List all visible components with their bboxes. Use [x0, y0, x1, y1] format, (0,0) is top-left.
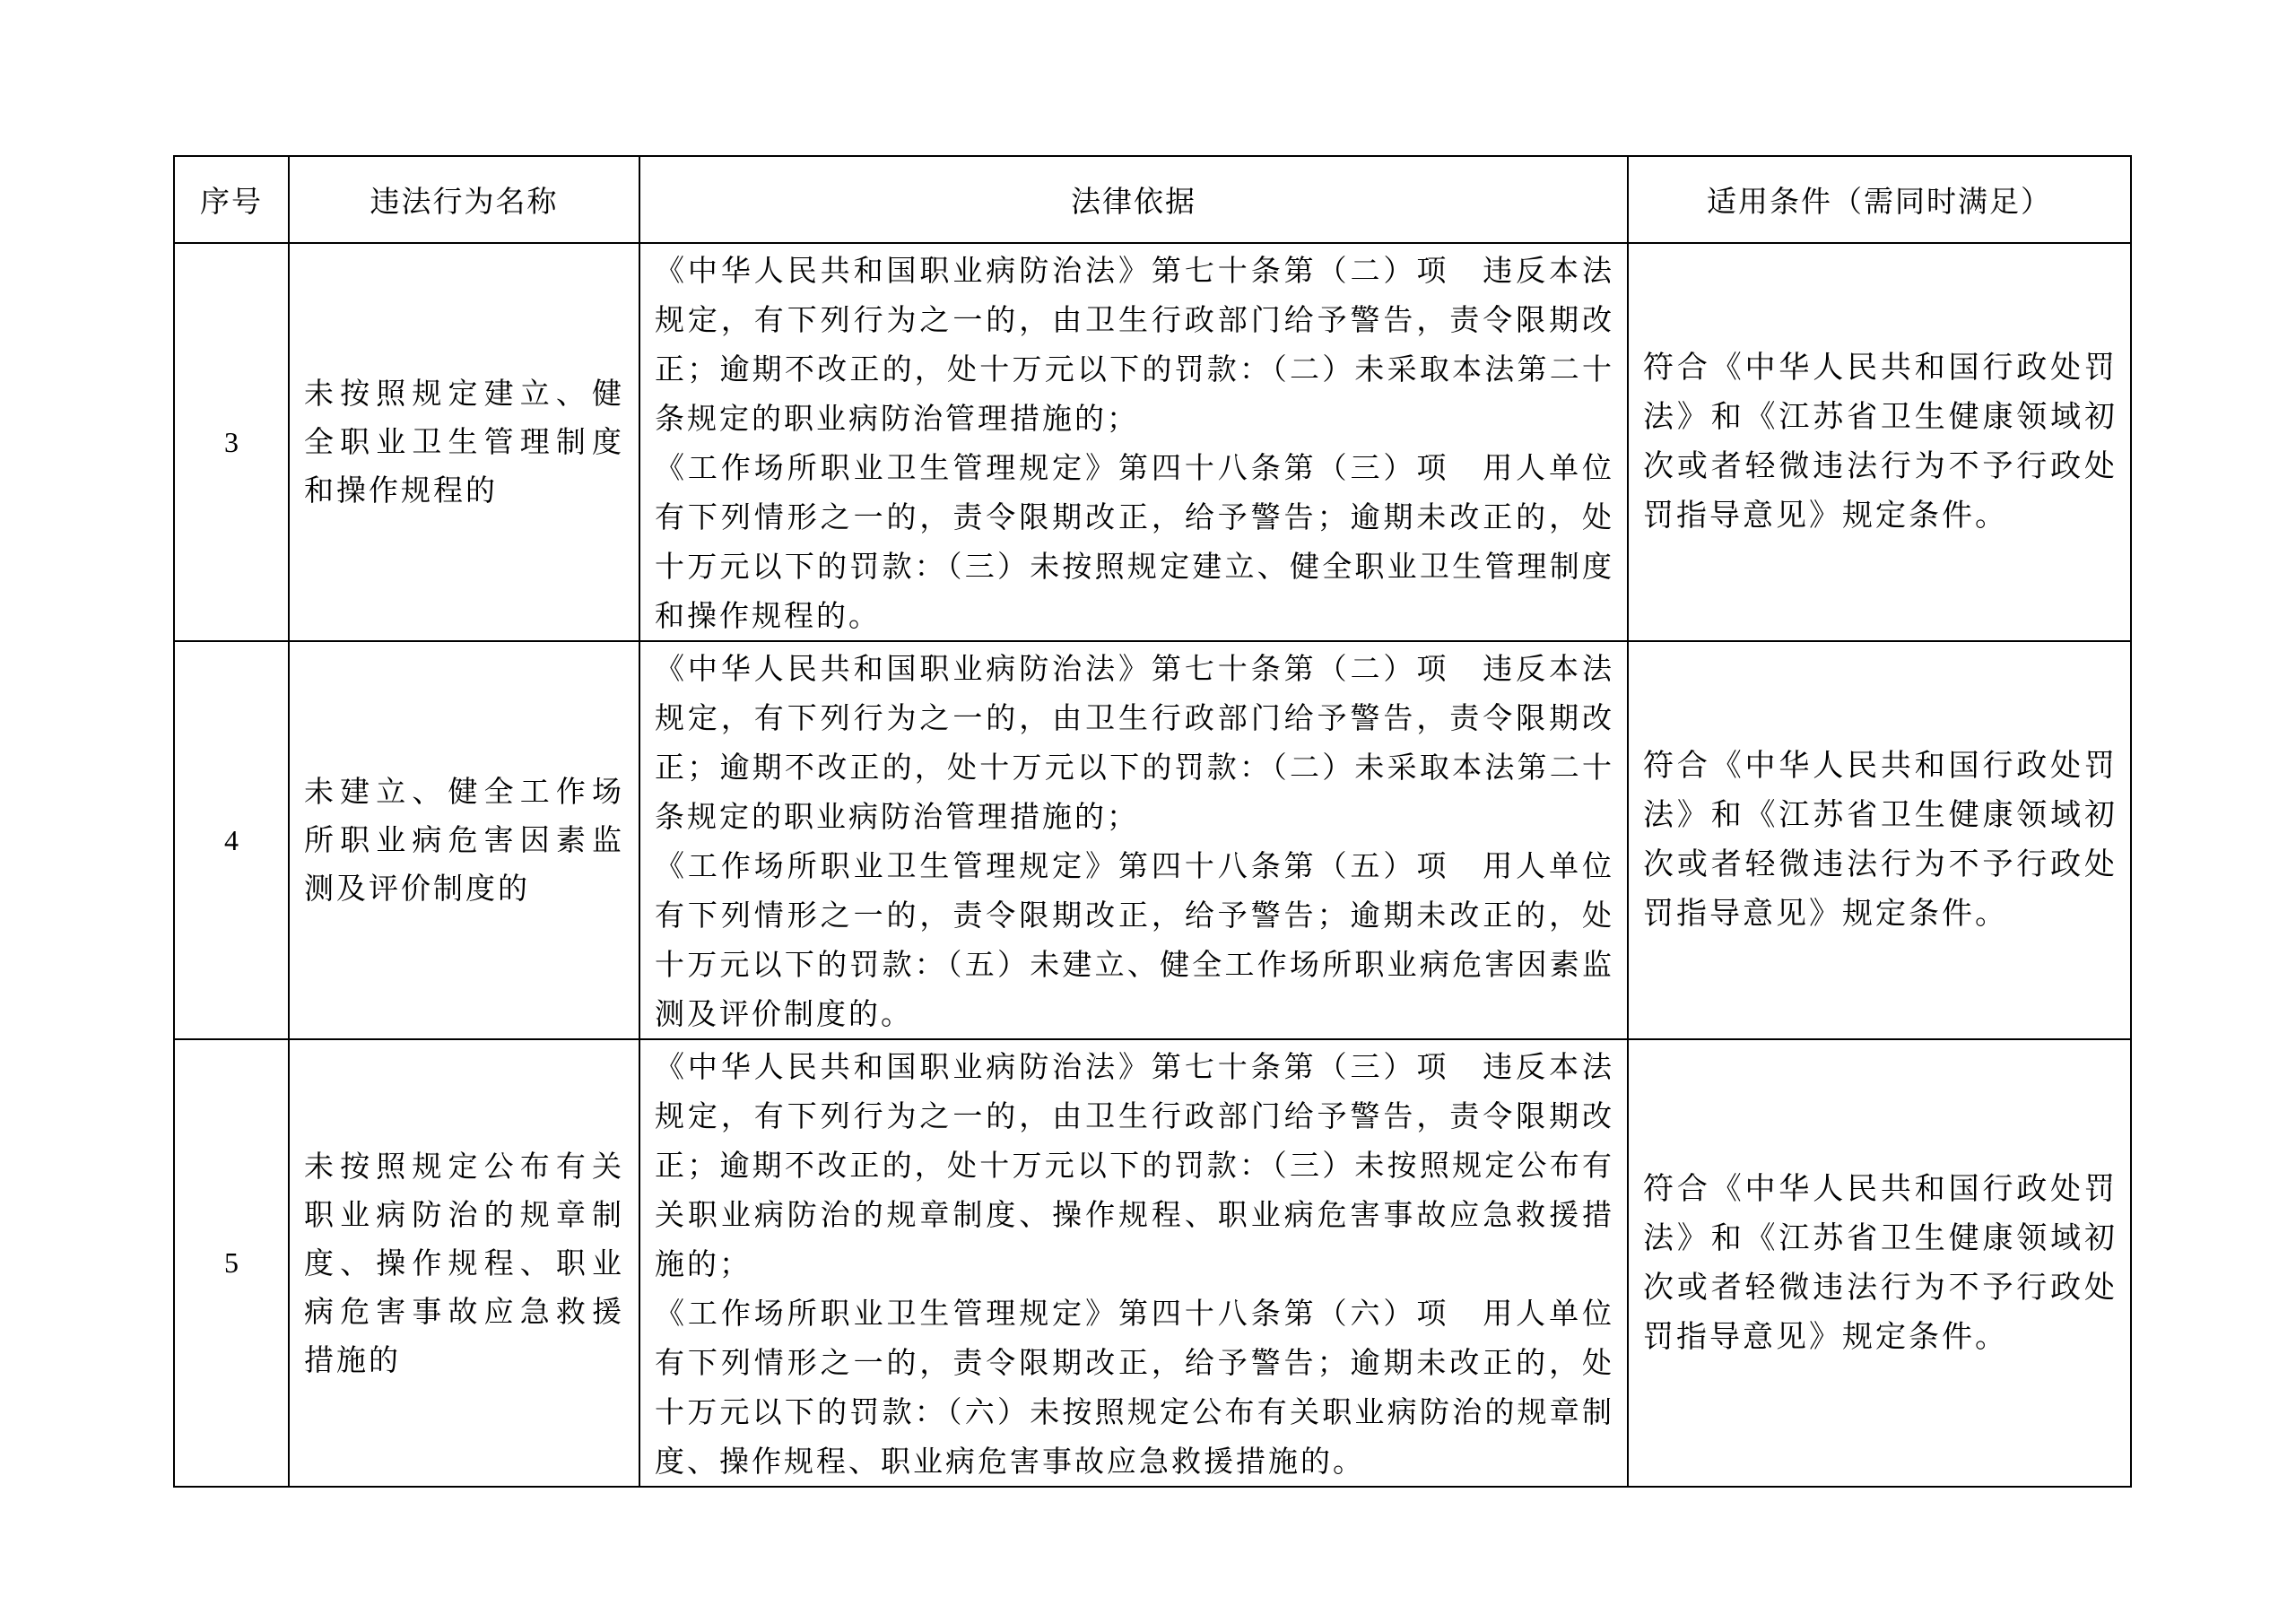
header-applicable-conditions: 适用条件（需同时满足）	[1628, 156, 2131, 243]
row-serial-number: 3	[174, 243, 289, 641]
legal-basis-paragraph: 《中华人民共和国职业病防治法》第七十条第（二）项 违反本法规定，有下列行为之一的，由卫生行政部门给予警告，责令限期改正；逾期不改正的，处十万元以下的罚款：（二）未采取本法第二十条规定的职业病防治管理措施的；	[655, 253, 1614, 436]
row-applicable-conditions: 符合《中华人民共和国行政处罚法》和《江苏省卫生健康领域初次或者轻微违法行为不予行政处罚指导意见》规定条件。	[1628, 641, 2131, 1039]
table-row	[174, 641, 2131, 1039]
row-violation-name: 未建立、健全工作场所职业病危害因素监测及评价制度的	[289, 641, 639, 1039]
table-header-row	[174, 156, 2131, 243]
header-violation-name: 违法行为名称	[289, 156, 639, 243]
legal-basis-paragraph: 《中华人民共和国职业病防治法》第七十条第（三）项 违反本法规定，有下列行为之一的，由卫生行政部门给予警告，责令限期改正；逾期不改正的，处十万元以下的罚款：（三）未按照规定公布有关职业病防治的规章制度、操作规程、职业病危害事故应急救援措施的；	[655, 1049, 1614, 1281]
legal-basis-paragraph: 《工作场所职业卫生管理规定》第四十八条第（三）项 用人单位有下列情形之一的，责令限期改正，给予警告；逾期未改正的，处十万元以下的罚款：（三）未按照规定建立、健全职业卫生管理制度和操作规程的。	[655, 450, 1614, 633]
row-legal-basis	[639, 1039, 1628, 1487]
row-applicable-conditions: 符合《中华人民共和国行政处罚法》和《江苏省卫生健康领域初次或者轻微违法行为不予行政处罚指导意见》规定条件。	[1628, 1039, 2131, 1487]
row-legal-basis	[639, 243, 1628, 641]
legal-basis-paragraph: 《工作场所职业卫生管理规定》第四十八条第（六）项 用人单位有下列情形之一的，责令限期改正，给予警告；逾期未改正的，处十万元以下的罚款：（六）未按照规定公布有关职业病防治的规章制度、操作规程、职业病危害事故应急救援措施的。	[655, 1296, 1614, 1479]
legal-basis-paragraph: 《中华人民共和国职业病防治法》第七十条第（二）项 违反本法规定，有下列行为之一的，由卫生行政部门给予警告，责令限期改正；逾期不改正的，处十万元以下的罚款：（二）未采取本法第二十条规定的职业病防治管理措施的；	[655, 651, 1614, 834]
header-serial-number: 序号	[174, 156, 289, 243]
header-legal-basis: 法律依据	[639, 156, 1628, 243]
table-row	[174, 1039, 2131, 1487]
row-legal-basis	[639, 641, 1628, 1039]
row-violation-name: 未按照规定公布有关职业病防治的规章制度、操作规程、职业病危害事故应急救援措施的	[289, 1039, 639, 1487]
penalty-exemption-table	[173, 155, 2132, 1488]
table-row	[174, 243, 2131, 641]
row-violation-name: 未按照规定建立、健全职业卫生管理制度和操作规程的	[289, 243, 639, 641]
row-applicable-conditions: 符合《中华人民共和国行政处罚法》和《江苏省卫生健康领域初次或者轻微违法行为不予行政处罚指导意见》规定条件。	[1628, 243, 2131, 641]
row-serial-number: 4	[174, 641, 289, 1039]
row-serial-number: 5	[174, 1039, 289, 1487]
legal-basis-paragraph: 《工作场所职业卫生管理规定》第四十八条第（五）项 用人单位有下列情形之一的，责令限期改正，给予警告；逾期未改正的，处十万元以下的罚款：（五）未建立、健全工作场所职业病危害因素监测及评价制度的。	[655, 848, 1614, 1031]
